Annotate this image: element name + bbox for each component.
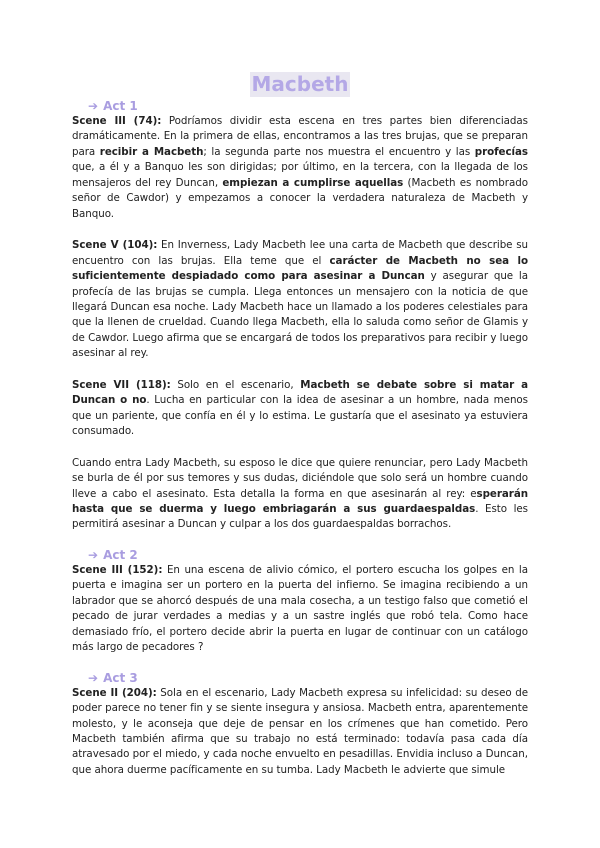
bold-text: carácter de Macbeth no sea lo suficientemente despiadado como para asesinar a Duncan [72,254,528,283]
bold-text: empiezan a cumplirse aquellas [222,176,404,189]
text: Sola en el escenario, Lady Macbeth expresa su infelicidad: su deseo de poder parece no tener fin y se siente insegura y ansiosa. Macbeth entra, aparentemente molesto, y le aconseja que deje de pensar en los crímenes que han cometido. Pero Macbeth también afirma que su trabajo no está terminado: todavía pasa cada día atravesado por el miedo, y cada noche envuelto en pesadillas. Envidia incluso a Duncan, que ahora duerme pacíficamente en su tumba. Lady Macbeth le advierte que simule [72,686,528,776]
arrow-right-icon: ➔ [88,547,99,562]
arrow-right-icon: ➔ [88,670,99,685]
title-wrap [0,72,600,97]
act1-scene5-paragraph [72,238,528,362]
act-3-label: Act 3 [103,670,138,685]
arrow-right-icon: ➔ [88,99,99,113]
act-1-heading [88,98,528,114]
spacer [72,656,528,670]
act3-scene2-paragraph [72,686,528,779]
text: . Lucha en particular con la idea de asesinar a un hombre, nada menos que un pariente, que confía en él y lo estima. Le gustaría que el asesinato ya estuviera consumado. [72,394,528,438]
text: Cuando entra Lady Macbeth, su esposo le dice que quiere renunciar, pero Lady Macbeth se burla de él por sus temores y sus dudas, diciéndole que solo será un hombre cuando lleve a cabo el asesinato. Esta detalla la forma en que asesinarán al rey: e [72,456,528,500]
act2-scene3-paragraph [72,563,528,656]
text: En una escena de alivio cómico, el portero escucha los golpes en la puerta e imagina ser un portero en la puerta del infierno. Se imagina recibiendo a un labrador que se ahorcó después de una mala cosecha, a un testigo falso que cometió el pecado de jurar verdades a medias y a un sastre inglés que robó tela. Como hace demasiado frío, el portero decide abrir la puerta en lugar de continuar con un catálogo más largo de pecadores ? [72,563,528,654]
text: (Macbeth es nombrado señor de Cawdor) y empezamos a conocer la verdadera naturaleza de Macbeth y Banquo. [72,176,528,220]
act-3-heading [88,670,528,686]
bold-text: recibir a Macbeth [99,145,204,158]
scene-label: Scene II (204): [72,686,157,699]
spacer [72,533,528,547]
scene-label: Scene III (152): [72,563,163,576]
scene-label: Scene VII (118): [72,378,171,391]
document-body [72,98,528,778]
page-title: Macbeth [251,72,349,96]
bold-text: Macbeth se debate sobre si matar a Duncan o no [72,378,529,407]
act-1-label: Act 1 [103,99,138,113]
text: que, a él y a Banquo les son dirigidas; por último, en la tercera, con la llegada de los mensajeros del rey Duncan, [72,161,528,189]
bold-text: profecías [474,145,528,158]
bold-text: sperarán hasta que se duerma y luego embriagarán a sus guardaespaldas [72,487,528,515]
act1-scene7-continued-paragraph [72,456,528,533]
spacer [72,440,528,456]
text: y asegurar que la profecía de las brujas se cumpla. Llega entonces un mensajero con la noticia de que llegará Duncan esa noche. Lady Macbeth hace un llamado a los poderes celestiales para que la llenen de crueldad. Cuando llega Macbeth, ella lo saluda como señor de Glamis y de Cawdor. Luego afirma que se encargará de todos los preparativos para recibir y luego asesinar al rey. [72,270,528,360]
act1-scene7-paragraph [72,378,528,440]
text: Podríamos dividir esta escena en tres partes bien diferenciadas dramáticamente. En la primera de ellas, encontramos a las tres brujas, que se preparan para [72,115,528,158]
scene-label: Scene III (74): [72,115,162,127]
act1-scene3-paragraph [72,114,528,222]
act-2-label: Act 2 [103,547,138,562]
spacer [72,222,528,238]
act-2-heading [88,547,528,563]
text: . Esto les permitirá asesinar a Duncan y culpar a los dos guardaespaldas borrachos. [72,502,528,531]
text: ; la segunda parte nos muestra el encuentro y las [203,145,475,158]
text: Solo en el escenario, [170,378,301,391]
text: En Inverness, Lady Macbeth lee una carta de Macbeth que describe su encuentro con las brujas. Ella teme que el [72,239,528,267]
spacer [72,362,528,378]
scene-label: Scene V (104): [72,239,158,252]
